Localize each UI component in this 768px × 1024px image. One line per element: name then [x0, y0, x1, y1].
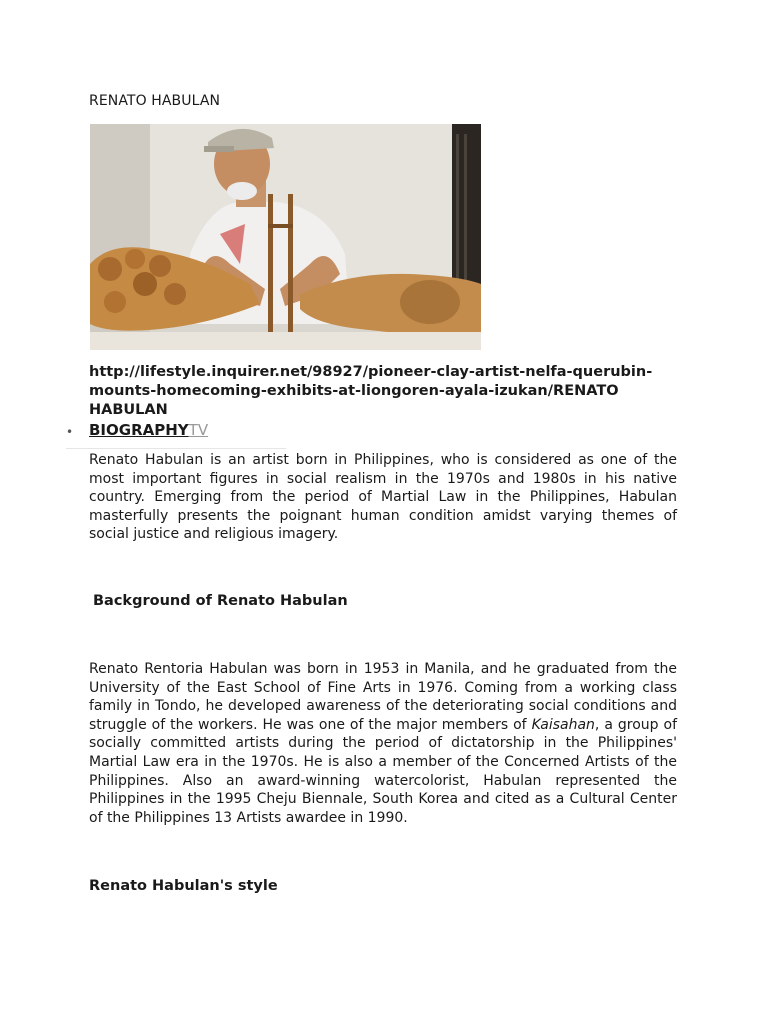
background-paragraph: [89, 660, 677, 827]
source-link[interactable]: http://lifestyle.inquirer.net/98927/pioneer-clay-artist-nelfa-querubin-mounts-homecoming-exhibits-at-liongoren-ayala-izukan/RENATO HABULAN: [89, 364, 653, 418]
background-heading: Background of Renato Habulan: [93, 593, 348, 609]
style-heading: Renato Habulan's style: [89, 878, 278, 894]
kaisahan-term: Kaisahan: [531, 716, 595, 733]
document-title: RENATO HABULAN: [89, 93, 221, 109]
artist-photo: [90, 124, 481, 350]
intro-paragraph: Renato Habulan is an artist born in Philippines, who is considered as one of the most important figures in social realism in the 1970s and 1980s in his native country. Emerging from the period of Martial Law in the Philippines, Habulan masterfully presents the poignant human condition amidst varying themes of social justice and religious imagery.: [89, 452, 677, 543]
background-text-2: , a group of socially committed artists during the period of dictatorship in the Philippines' Martial Law era in the 1970s. He is also a member of the Concerned Artists of the Philippines. Also an award-winning watercolorist, Habulan represented the Philippines in the 1995 Cheju Biennale, South Korea and cited as a Cultural Center of the Philippines 13 Artists awardee in 1990.: [89, 716, 677, 826]
biography-label[interactable]: BIOGRAPHY: [89, 421, 189, 439]
background-text-1: Renato Rentoria Habulan was born in 1953 in Manila, and he graduated from the University of the East School of Fine Arts in 1976. Coming from a working class family in Tondo, he developed awareness of the deteriorating social conditions and struggle of the workers. He was one of the major members of: [89, 661, 677, 733]
biography-suffix[interactable]: TV: [188, 421, 209, 439]
bullet-icon: •: [66, 425, 74, 439]
divider: [66, 448, 286, 449]
biography-heading[interactable]: [89, 421, 208, 439]
